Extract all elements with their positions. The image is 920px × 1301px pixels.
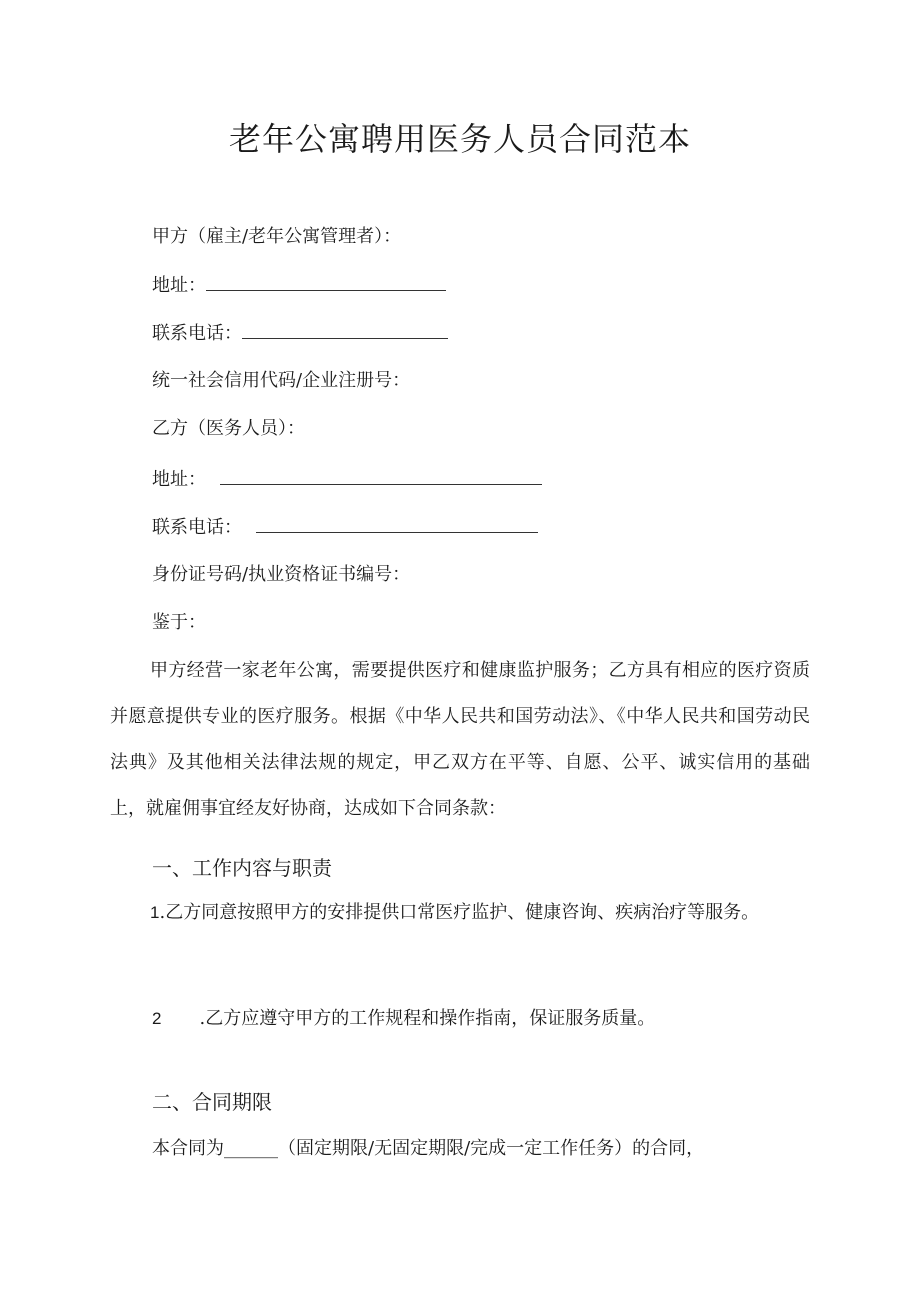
term-text-after: （固定期限/无固定期限/完成一定工作任务）的合同，	[278, 1138, 705, 1159]
whereas-line	[152, 610, 206, 636]
item-1-text: .乙方同意按照甲方的安排提供口常医疗监护、健康咨询、疾病治疗等服务。	[159, 902, 760, 923]
party-a-address-label: 地址：	[152, 275, 206, 296]
party-a-phone-blank	[242, 320, 448, 339]
item-2-text: .乙方应遵守甲方的工作规程和操作指南，保证服务质量。	[199, 1008, 656, 1029]
section-1-item-2	[152, 1006, 655, 1032]
party-a-credit-code-line	[152, 368, 410, 394]
party-b-phone-blank	[256, 514, 538, 533]
party-b-id-label: 身份证号码/执业资格证书编号：	[152, 564, 411, 585]
party-b-phone-label: 联系电话：	[152, 517, 242, 538]
term-blank: ______	[224, 1138, 278, 1159]
item-1-number: 1	[150, 903, 160, 922]
party-b-address-line	[152, 466, 542, 493]
party-b-id-line	[152, 562, 410, 588]
party-a-address-line	[152, 272, 446, 299]
term-text-before: 本合同为	[152, 1138, 224, 1159]
party-a-phone-line	[152, 320, 448, 347]
item-2-number: 2	[152, 1009, 162, 1028]
section-1-item-1	[110, 890, 810, 936]
party-b-address-label: 地址：	[152, 469, 206, 490]
party-a-credit-code-label: 统一社会信用代码/企业注册号：	[152, 370, 411, 391]
party-a-label	[152, 224, 401, 250]
section-2-term-line	[152, 1136, 704, 1162]
party-a-phone-label: 联系电话：	[152, 323, 242, 344]
section-2-heading: 二、合同期限	[152, 1090, 272, 1114]
preamble-paragraph: 甲方经营一家老年公寓，需要提供医疗和健康监护服务；乙方具有相应的医疗资质并愿意提供专业的医疗服务。根据《中华人民共和国劳动法》、《中华人民共和国劳动民法典》及其他相关法律法规的规定，甲乙双方在平等、自愿、公平、诚实信用的基础上，就雇佣事宜经友好协商，达成如下合同条款：	[110, 660, 810, 819]
party-b-phone-line	[152, 514, 538, 541]
party-b-label-text: 乙方（医务人员）：	[152, 418, 305, 439]
party-a-address-blank	[206, 272, 446, 291]
whereas-label: 鉴于：	[152, 612, 206, 633]
section-1-heading: 一、工作内容与职责	[152, 856, 332, 880]
document-title: 老年公寓聘用医务人员合同范本	[228, 120, 691, 158]
party-b-label	[152, 416, 305, 442]
party-a-label-text: 甲方（雇主/老年公寓管理者）：	[152, 226, 402, 247]
party-b-address-blank	[220, 466, 542, 485]
